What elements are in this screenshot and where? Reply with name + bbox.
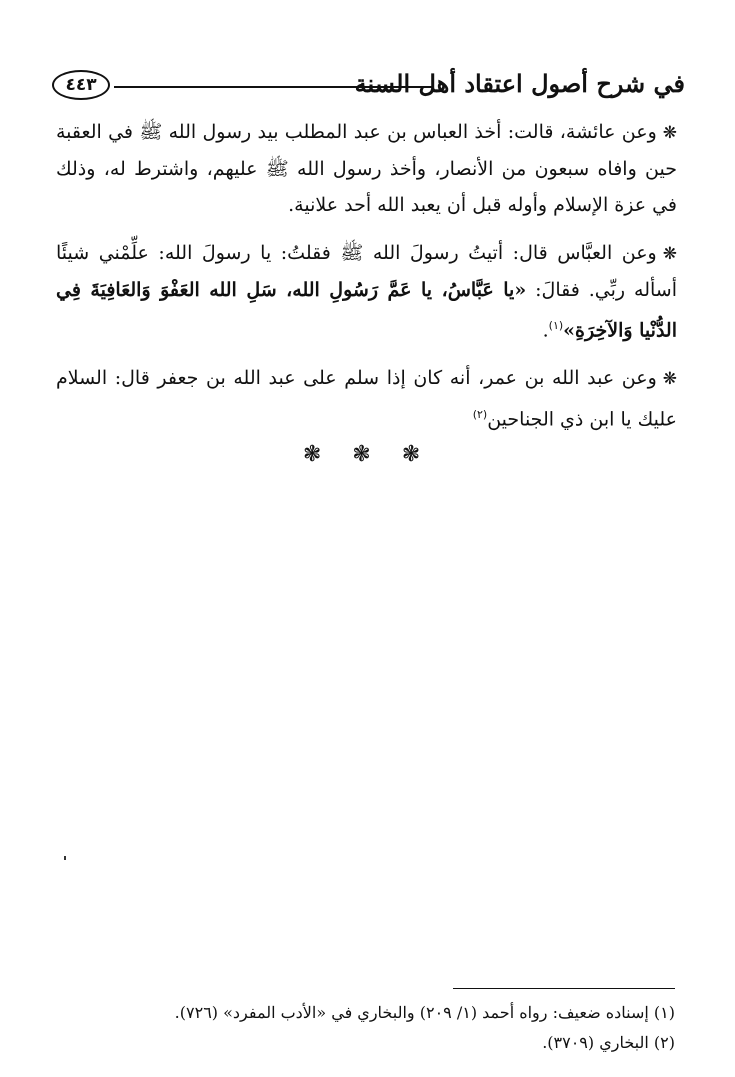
footnote-rule xyxy=(453,988,675,989)
footnotes xyxy=(56,998,675,1058)
paragraph-ibn-umar xyxy=(56,360,677,437)
scan-mark xyxy=(64,856,66,860)
footnote-2: (٢) البخاري (٣٧٠٩). xyxy=(542,1033,675,1052)
flower-bullet-icon: ❋ xyxy=(662,244,677,264)
footnote-ref-1[interactable]: (١) xyxy=(548,319,564,332)
flower-bullet-icon: ❋ xyxy=(662,369,677,390)
paragraph-end: . xyxy=(542,319,549,342)
section-separator-icon: ❃ ❃ ❃ xyxy=(302,442,433,467)
page-number: ٤٤٣ xyxy=(52,70,110,100)
footnote-1: (١) إسناده ضعيف: رواه أحمد (١/ ٢٠٩) والبخاري في «الأدب المفرد» (٧٢٦). xyxy=(174,1003,675,1022)
paragraph-text: وعن عبد الله بن عمر، أنه كان إذا سلم على عبد الله بن جعفر قال: السلام عليك يا ابن ذي الجناحين xyxy=(56,367,677,431)
running-title: في شرح أصول اعتقاد أهل السنة xyxy=(354,69,685,98)
flower-bullet-icon: ❋ xyxy=(662,123,677,143)
footnote-ref-2[interactable]: (٢) xyxy=(472,408,488,422)
paragraph-text: وعن العبَّاس قال: أتيتُ رسولَ الله ﷺ فقلتُ: يا رسولَ الله: علِّمْني شيئًا أسأله ربِّي. فقالَ: xyxy=(56,242,677,301)
page-header xyxy=(52,64,685,108)
header-rule xyxy=(114,86,433,88)
body-text xyxy=(56,114,677,450)
hadith-quote: «يا عَبَّاسُ، يا عَمَّ رَسُولِ الله، سَلِ الله العَفْوَ وَالعَافِيَةَ فِي الدُّنْيا وَالآخِرَةِ» xyxy=(56,279,677,342)
paragraph-text: وعن عائشة، قالت: أخذ العباس بن عبد المطلب بيد رسول الله ﷺ في العقبة حين وافاه سبعون من الأنصار، وأخذ رسول الله ﷺ عليهم، واشترط له، وذلك في عزة الإسلام وأوله قبل أن يعبد الله أحد علانية. xyxy=(56,121,677,216)
paragraph-aisha xyxy=(56,114,677,223)
paragraph-abbas xyxy=(56,235,677,348)
